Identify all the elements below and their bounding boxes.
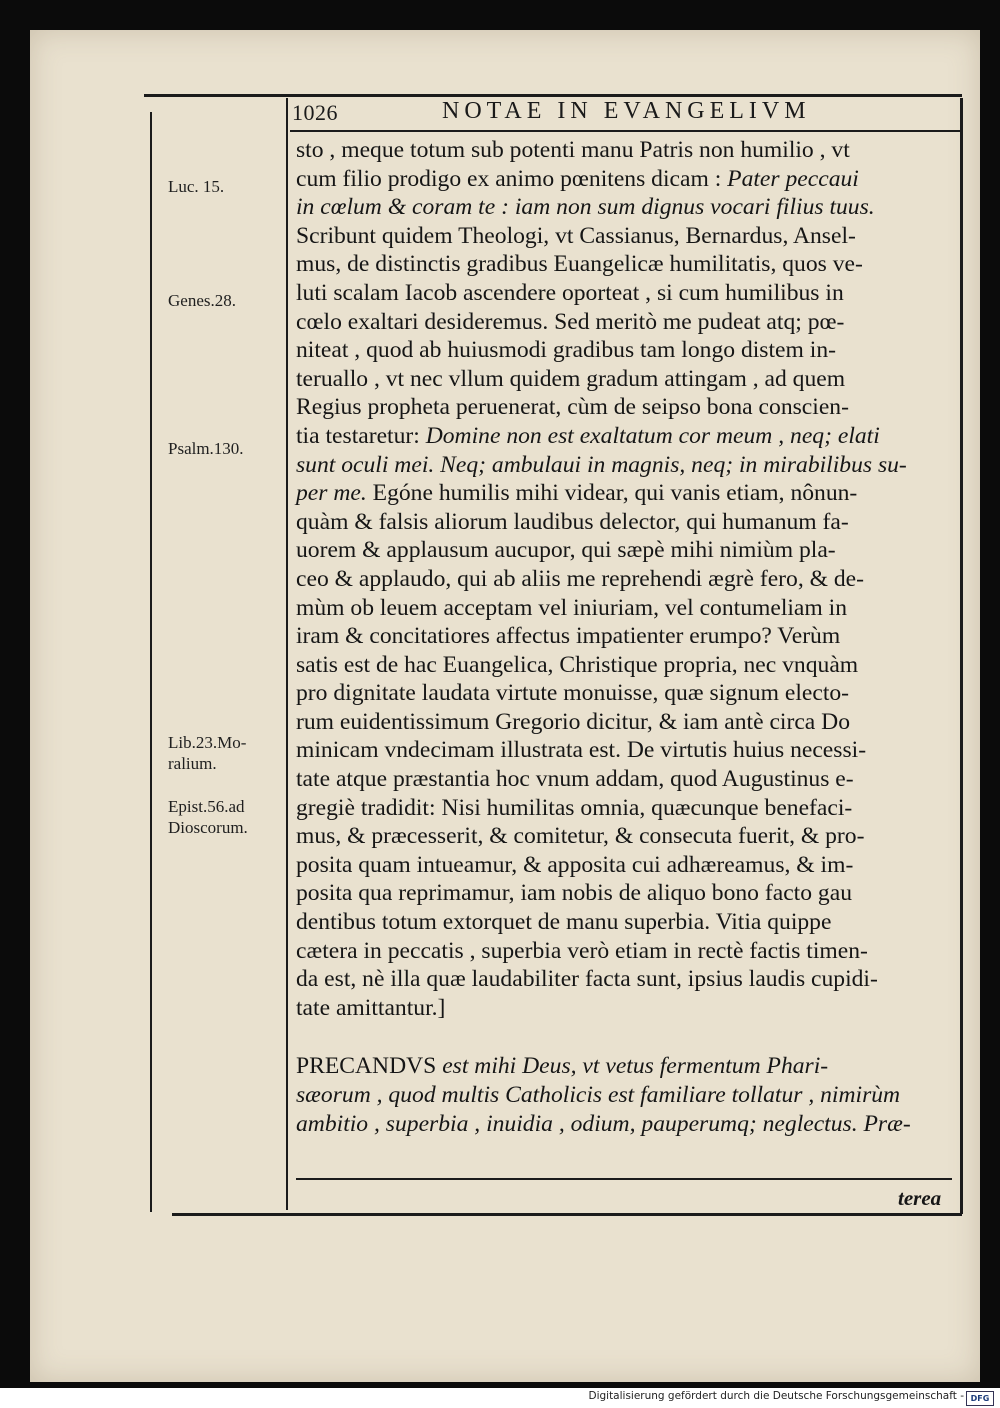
italic-run: ambitio , superbia , inuidia , odium, pauperumq; neglectus. Præ- (296, 1110, 911, 1137)
text-run: Regius propheta peruenerat, cùm de seipso bona conscien- (296, 394, 849, 421)
italic-run: sunt oculi mei. Neq; ambulaui in magnis, neq; in mirabilibus su- (296, 451, 907, 478)
text-run: rum euidentissimum Gregorio dicitur, & iam antè circa Do (296, 708, 851, 735)
margin-note: Lib.23.Mo- ralium. (168, 733, 247, 773)
text-line (296, 1081, 956, 1110)
text-line (296, 622, 956, 651)
text-line (296, 193, 956, 222)
text-run: quàm & falsis aliorum laudibus delector, qui humanum fa- (296, 508, 849, 535)
text-run: cœlo exaltari desideremus. Sed meritò me pudeat atq; pœ- (296, 308, 845, 335)
text-line (296, 708, 956, 737)
text-line (296, 536, 956, 565)
text-run: teruallo , vt nec vllum quidem gradum attingam , ad quem (296, 365, 846, 392)
page-number: 1026 (292, 100, 338, 125)
digitization-footer (0, 1388, 1000, 1408)
text-line (296, 393, 956, 422)
dfg-logo: DFG (966, 1391, 994, 1406)
text-line (296, 136, 956, 165)
text-line (296, 308, 956, 337)
paragraph (296, 136, 956, 1022)
text-line (296, 794, 956, 823)
text-run: mùm ob leuem acceptam vel iniuriam, vel contumeliam in (296, 594, 848, 621)
text-run: Scribunt quidem Theologi, vt Cassianus, Bernardus, Ansel- (296, 222, 856, 249)
catchword: terea (898, 1186, 942, 1210)
text-bottom-rule (296, 1178, 952, 1180)
text-line (296, 222, 956, 251)
margin-left-rule (150, 112, 152, 1212)
text-line (296, 822, 956, 851)
text-line (296, 651, 956, 680)
text-run: ceo & applaudo, qui ab aliis me reprehendi ægrè fero, & de- (296, 565, 865, 592)
margin-note: Genes.28. (168, 291, 236, 310)
text-run: tate amittantur.] (296, 994, 446, 1021)
text-run: uorem & applausum aucupor, qui sæpè mihi nimiùm pla- (296, 537, 836, 564)
text-run: minicam vndecimam illustrata est. De virtutis huius necessi- (296, 737, 867, 764)
text-line (296, 336, 956, 365)
italic-run: Domine non est exaltatum cor meum , neq; elati (425, 422, 880, 449)
text-line (296, 879, 956, 908)
text-run: mus, de distinctis gradibus Euangelicæ humilitatis, quos ve- (296, 251, 863, 278)
text-run: posita qua reprimamur, iam nobis de aliquo bono facto gau (296, 880, 852, 907)
margin-note: Epist.56.ad Dioscorum. (168, 797, 248, 837)
text-line (296, 679, 956, 708)
text-run: gregiè tradidit: Nisi humilitas omnia, quæcunque benefaci- (296, 794, 853, 821)
text-line (296, 851, 956, 880)
text-line (296, 508, 956, 537)
margin-note: Luc. 15. (168, 177, 225, 196)
text-run: dentibus totum extorquet de manu superbia. Vitia quippe (296, 909, 832, 936)
italic-run: Pater peccaui (727, 165, 859, 192)
header-rule (290, 130, 962, 132)
text-line (296, 565, 956, 594)
text-run: cætera in peccatis , superbia verò etiam in rectè factis timen- (296, 937, 868, 964)
text-run: da est, nè illa quæ laudabiliter facta sunt, ipsius laudis cupidi- (296, 966, 878, 993)
text-line (296, 965, 956, 994)
text-run: luti scalam Iacob ascendere oporteat , si cum humilibus in (296, 279, 844, 306)
text-run: satis est de hac Euangelica, Christique propria, nec vnquàm (296, 651, 859, 678)
text-run: iram & concitatiores affectus impatienter erumpo? Verùm (296, 623, 841, 650)
text-line (296, 1110, 956, 1139)
body-text (296, 136, 956, 1138)
text-run: posita quam intueamur, & apposita cui adhæreamus, & im- (296, 851, 854, 878)
italic-run: per me. (296, 480, 367, 507)
running-title: NOTAE IN EVANGELIVM (442, 98, 811, 124)
bottom-rule (172, 1213, 962, 1216)
text-line (296, 365, 956, 394)
right-border-rule (960, 98, 963, 1214)
text-line (296, 594, 956, 623)
italic-run: sæorum , quod multis Catholicis est familiare tollatur , nimirùm (296, 1082, 901, 1108)
text-line (296, 1052, 956, 1081)
text-run: mus, & præcesserit, & comitetur, & consecuta fuerit, & pro- (296, 823, 865, 850)
text-run: pro dignitate laudata virtute monuisse, quæ signum electo- (296, 680, 850, 707)
text-line (296, 908, 956, 937)
column-divider-rule (286, 98, 288, 1210)
top-rule (144, 94, 962, 97)
text-line (296, 479, 956, 508)
text-run: cum filio prodigo ex animo pœnitens dicam : (296, 165, 728, 192)
margin-note: Psalm.130. (168, 439, 244, 458)
text-line (296, 451, 956, 480)
text-line (296, 736, 956, 765)
text-line (296, 937, 956, 966)
page-header (292, 98, 972, 128)
text-line (296, 250, 956, 279)
text-run: sto , meque totum sub potenti manu Patris non humilio , vt (296, 137, 850, 163)
text-run: tate atque præstantia hoc vnum addam, quod Augustinus e- (296, 766, 854, 793)
text-line (296, 279, 956, 308)
paragraph (296, 1052, 956, 1138)
italic-run: in cœlum & coram te : iam non sum dignus vocari filius tuus. (296, 194, 875, 221)
italic-run: est mihi Deus, vt vetus fermentum Phari- (442, 1053, 829, 1080)
text-line (296, 422, 956, 451)
text-run: PRECANDVS (296, 1053, 443, 1080)
text-line (296, 165, 956, 194)
text-run: Egóne humilis mihi videar, qui vanis etiam, nônun- (366, 480, 858, 507)
text-line (296, 765, 956, 794)
text-run: tia testaretur: (296, 422, 426, 449)
text-run: niteat , quod ab huiusmodi gradibus tam longo distem in- (296, 337, 836, 364)
funding-credit: Digitalisierung gefördert durch die Deutsche Forschungsgemeinschaft - (588, 1390, 964, 1402)
text-line (296, 994, 956, 1023)
